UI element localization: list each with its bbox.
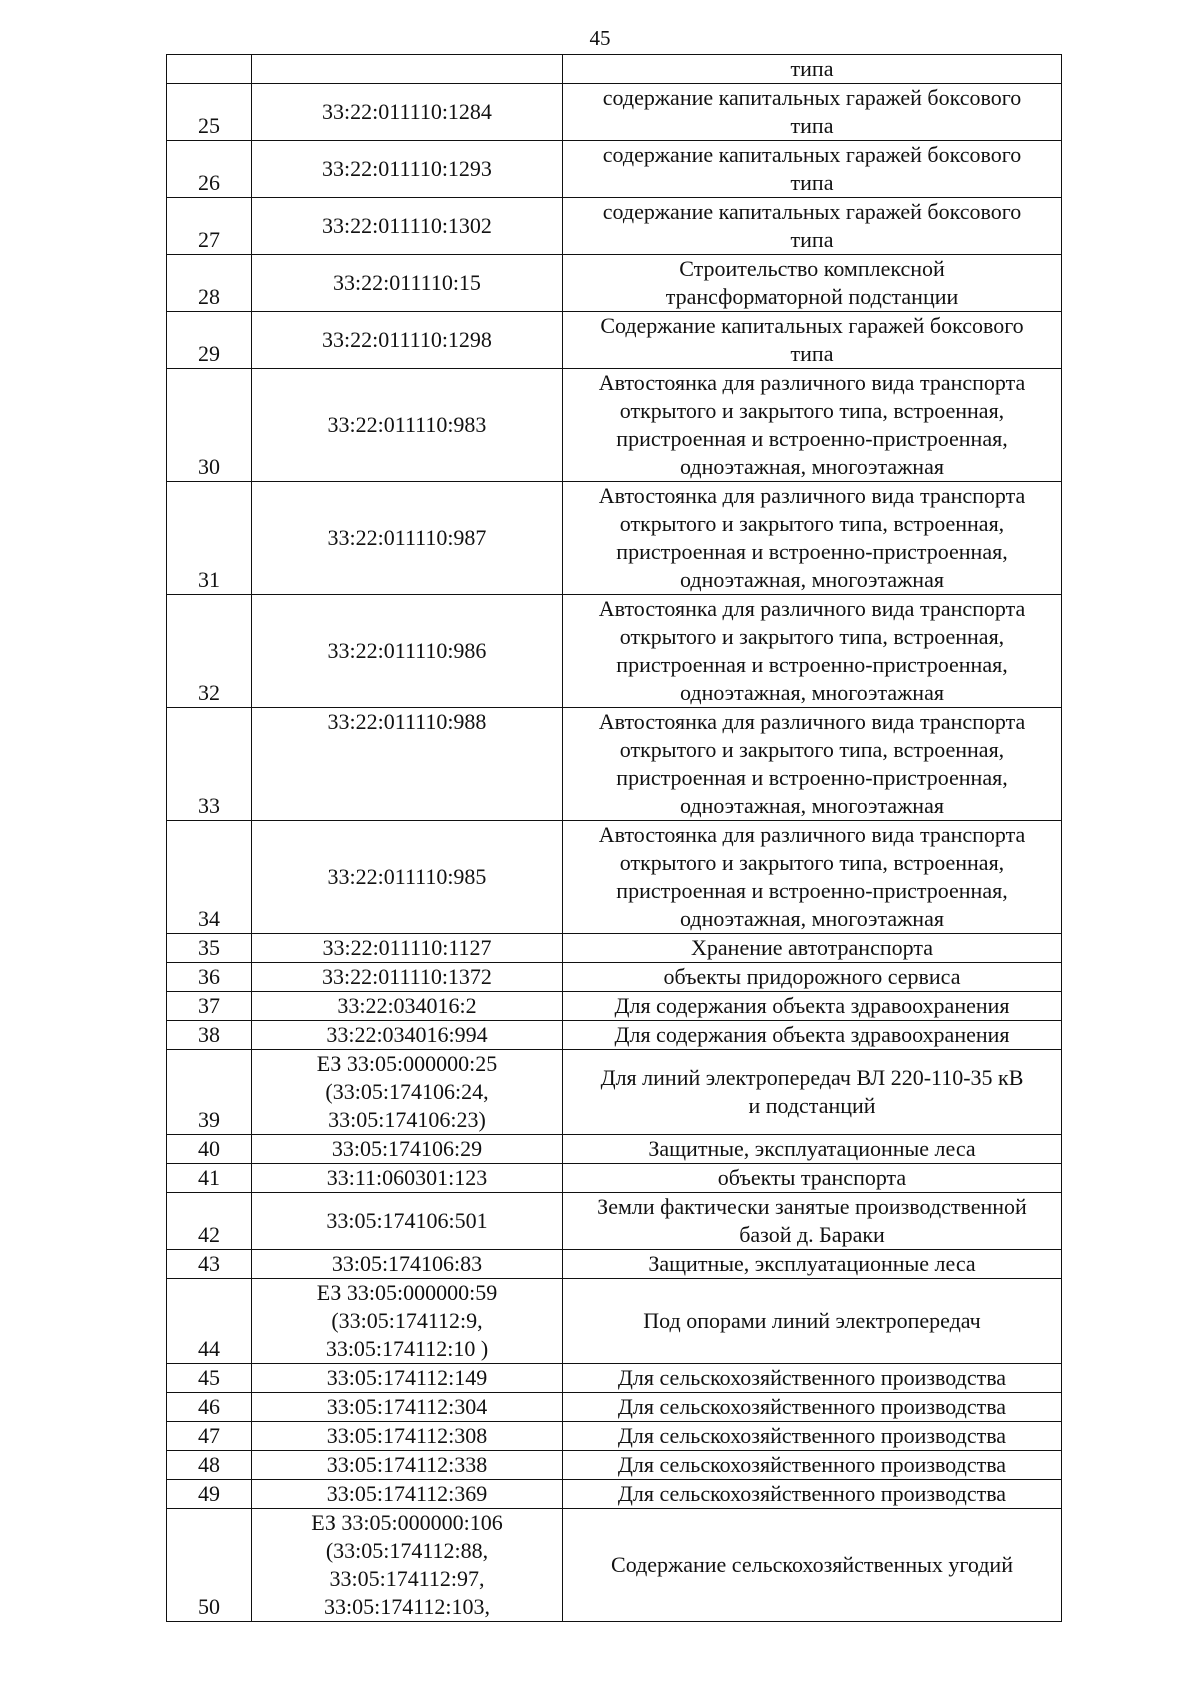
table-row <box>167 1050 1062 1135</box>
cadastral-number-cell <box>252 1279 563 1364</box>
row-number-cell: 28 <box>167 255 252 312</box>
table-row <box>167 1393 1062 1422</box>
cadastral-number-line: ЕЗ 33:05:000000:25 <box>316 1051 498 1076</box>
permitted-use-line: Автостоянка для различного вида транспорта <box>598 596 1026 621</box>
permitted-use-line: пристроенная и встроенно-пристроенная, <box>616 878 1008 903</box>
table-row <box>167 1364 1062 1393</box>
cadastral-number-line: 33:22:034016:994 <box>326 1022 488 1047</box>
cadastral-number-cell <box>252 482 563 595</box>
row-number-cell <box>167 55 252 84</box>
cadastral-number-cell <box>252 1021 563 1050</box>
permitted-use-line: Для сельскохозяйственного производства <box>617 1423 1007 1448</box>
row-number-cell: 46 <box>167 1393 252 1422</box>
row-number-cell: 27 <box>167 198 252 255</box>
permitted-use-line: содержание капитальных гаражей боксового <box>602 142 1022 167</box>
cadastral-number-line: 33:05:174112:149 <box>326 1365 488 1390</box>
permitted-use-line: пристроенная и встроенно-пристроенная, <box>616 652 1008 677</box>
permitted-use-line: Содержание капитальных гаражей боксового <box>600 313 1024 338</box>
cadastral-number-cell <box>252 1050 563 1135</box>
row-number-cell: 50 <box>167 1509 252 1622</box>
cadastral-number-cell <box>252 141 563 198</box>
permitted-use-line: открытого и закрытого типа, встроенная, <box>619 511 1005 536</box>
table-row <box>167 55 1062 84</box>
permitted-use-line: Хранение автотранспорта <box>691 935 933 960</box>
cadastral-number-cell <box>252 55 563 84</box>
cadastral-number-line: 33:05:174112:103, <box>323 1594 491 1619</box>
cadastral-number-line: 33:05:174106:501 <box>326 1208 488 1233</box>
cadastral-number-line <box>256 55 558 83</box>
permitted-use-line: типа <box>790 113 834 138</box>
row-number-cell: 40 <box>167 1135 252 1164</box>
permitted-use-cell <box>563 141 1062 198</box>
permitted-use-cell <box>563 369 1062 482</box>
permitted-use-cell <box>563 595 1062 708</box>
permitted-use-line: открытого и закрытого типа, встроенная, <box>619 398 1005 423</box>
row-number-cell: 32 <box>167 595 252 708</box>
permitted-use-cell <box>563 255 1062 312</box>
row-number-cell: 41 <box>167 1164 252 1193</box>
cadastral-number-line: 33:22:011110:15 <box>333 270 481 295</box>
land-plots-table <box>166 54 1062 1622</box>
cadastral-number-line: 33:22:011110:1127 <box>322 935 492 960</box>
row-number-cell: 31 <box>167 482 252 595</box>
permitted-use-line: открытого и закрытого типа, встроенная, <box>619 850 1005 875</box>
permitted-use-line: типа <box>790 56 834 81</box>
permitted-use-line: типа <box>790 170 834 195</box>
permitted-use-cell <box>563 1050 1062 1135</box>
permitted-use-line: объекты придорожного сервиса <box>663 964 961 989</box>
permitted-use-line: содержание капитальных гаражей боксового <box>602 85 1022 110</box>
permitted-use-line: Под опорами линий электропередач <box>643 1308 981 1333</box>
row-number-cell: 45 <box>167 1364 252 1393</box>
permitted-use-cell <box>563 84 1062 141</box>
table-row <box>167 255 1062 312</box>
page-number: 45 <box>589 26 611 50</box>
cadastral-number-line: 33:22:034016:2 <box>337 993 477 1018</box>
cadastral-number-line: 33:22:011110:988 <box>327 709 487 734</box>
cadastral-number-cell <box>252 963 563 992</box>
table-row <box>167 1193 1062 1250</box>
table-row <box>167 1021 1062 1050</box>
permitted-use-line: открытого и закрытого типа, встроенная, <box>619 737 1005 762</box>
table-row <box>167 1164 1062 1193</box>
cadastral-number-line: 33:22:011110:1372 <box>322 964 492 989</box>
permitted-use-cell <box>563 1135 1062 1164</box>
permitted-use-cell <box>563 1451 1062 1480</box>
cadastral-number-line: 33:11:060301:123 <box>326 1165 488 1190</box>
cadastral-number-cell <box>252 255 563 312</box>
permitted-use-line: пристроенная и встроенно-пристроенная, <box>616 765 1008 790</box>
permitted-use-line: Защитные, эксплуатационные леса <box>648 1136 976 1161</box>
permitted-use-cell <box>563 198 1062 255</box>
cadastral-number-cell <box>252 1164 563 1193</box>
permitted-use-cell <box>563 963 1062 992</box>
table-row <box>167 1250 1062 1279</box>
cadastral-number-line: 33:05:174106:29 <box>331 1136 483 1161</box>
permitted-use-line: Автостоянка для различного вида транспорта <box>598 483 1026 508</box>
permitted-use-cell <box>563 1279 1062 1364</box>
row-number-cell: 30 <box>167 369 252 482</box>
table-row <box>167 1422 1062 1451</box>
permitted-use-line: одноэтажная, многоэтажная <box>680 906 944 931</box>
cadastral-number-cell <box>252 1480 563 1509</box>
table-row <box>167 821 1062 934</box>
permitted-use-line: базой д. Бараки <box>739 1222 885 1247</box>
cadastral-number-line: 33:05:174112:369 <box>326 1481 488 1506</box>
row-number-cell: 34 <box>167 821 252 934</box>
cadastral-number-cell <box>252 1250 563 1279</box>
row-number-cell: 43 <box>167 1250 252 1279</box>
permitted-use-cell <box>563 1250 1062 1279</box>
cadastral-number-line: (33:05:174112:9, <box>331 1308 483 1333</box>
cadastral-number-line: 33:22:011110:1284 <box>322 99 492 124</box>
permitted-use-line: Для сельскохозяйственного производства <box>617 1394 1007 1419</box>
permitted-use-line: Автостоянка для различного вида транспорта <box>598 822 1026 847</box>
row-number-cell: 35 <box>167 934 252 963</box>
permitted-use-line: типа <box>790 341 834 366</box>
permitted-use-line: Автостоянка для различного вида транспорта <box>598 709 1026 734</box>
permitted-use-cell <box>563 1364 1062 1393</box>
permitted-use-line: Строительство комплексной <box>679 256 945 281</box>
cadastral-number-cell <box>252 1451 563 1480</box>
table-row <box>167 369 1062 482</box>
permitted-use-line: Земли фактически занятые производственной <box>597 1194 1027 1219</box>
table-row <box>167 141 1062 198</box>
permitted-use-cell <box>563 1021 1062 1050</box>
row-number-cell: 42 <box>167 1193 252 1250</box>
cadastral-number-cell <box>252 1509 563 1622</box>
row-number-cell: 25 <box>167 84 252 141</box>
permitted-use-line: открытого и закрытого типа, встроенная, <box>619 624 1005 649</box>
permitted-use-cell <box>563 482 1062 595</box>
row-number-cell: 38 <box>167 1021 252 1050</box>
cadastral-number-cell <box>252 821 563 934</box>
permitted-use-line: одноэтажная, многоэтажная <box>680 680 944 705</box>
permitted-use-cell <box>563 1193 1062 1250</box>
table-row <box>167 992 1062 1021</box>
permitted-use-line: типа <box>790 227 834 252</box>
cadastral-number-line: (33:05:174106:24, <box>325 1079 489 1104</box>
table-row <box>167 482 1062 595</box>
cadastral-number-cell <box>252 1193 563 1250</box>
cadastral-number-cell <box>252 1393 563 1422</box>
table-row <box>167 963 1062 992</box>
table-row <box>167 595 1062 708</box>
permitted-use-line: трансформаторной подстанции <box>665 284 959 309</box>
table-row <box>167 708 1062 821</box>
row-number-cell: 47 <box>167 1422 252 1451</box>
cadastral-number-line: 33:22:011110:987 <box>327 525 487 550</box>
table-row <box>167 1480 1062 1509</box>
row-number-cell: 44 <box>167 1279 252 1364</box>
cadastral-number-line: 33:22:011110:985 <box>327 864 487 889</box>
row-number-cell: 37 <box>167 992 252 1021</box>
permitted-use-cell <box>563 312 1062 369</box>
cadastral-number-cell <box>252 84 563 141</box>
row-number-cell: 29 <box>167 312 252 369</box>
permitted-use-cell <box>563 1509 1062 1622</box>
cadastral-number-cell <box>252 1135 563 1164</box>
permitted-use-line: одноэтажная, многоэтажная <box>680 567 944 592</box>
table-row <box>167 1509 1062 1622</box>
permitted-use-line: Для сельскохозяйственного производства <box>617 1365 1007 1390</box>
cadastral-number-line: 33:05:174112:10 ) <box>325 1336 489 1361</box>
table-row <box>167 84 1062 141</box>
table-row <box>167 1451 1062 1480</box>
permitted-use-cell <box>563 992 1062 1021</box>
permitted-use-cell <box>563 708 1062 821</box>
table-body <box>167 55 1062 1622</box>
table-row <box>167 312 1062 369</box>
permitted-use-line: Для содержания объекта здравоохранения <box>614 1022 1010 1047</box>
cadastral-number-line: 33:05:174112:338 <box>326 1452 488 1477</box>
permitted-use-line: одноэтажная, многоэтажная <box>680 454 944 479</box>
cadastral-number-line: 33:22:011110:983 <box>327 412 487 437</box>
cadastral-number-cell <box>252 1364 563 1393</box>
cadastral-number-cell <box>252 198 563 255</box>
permitted-use-line: пристроенная и встроенно-пристроенная, <box>616 426 1008 451</box>
cadastral-number-cell <box>252 595 563 708</box>
row-number-cell: 33 <box>167 708 252 821</box>
permitted-use-line: Для сельскохозяйственного производства <box>617 1481 1007 1506</box>
cadastral-number-line: 33:05:174106:83 <box>331 1251 483 1276</box>
cadastral-number-line: 33:05:174112:97, <box>329 1566 485 1591</box>
cadastral-number-cell <box>252 708 563 821</box>
cadastral-number-line: (33:05:174112:88, <box>325 1538 489 1563</box>
permitted-use-cell <box>563 821 1062 934</box>
permitted-use-line: содержание капитальных гаражей боксового <box>602 199 1022 224</box>
permitted-use-cell <box>563 1164 1062 1193</box>
permitted-use-line: Защитные, эксплуатационные леса <box>648 1251 976 1276</box>
row-number-cell: 48 <box>167 1451 252 1480</box>
cadastral-number-line: 33:05:174112:308 <box>326 1423 488 1448</box>
cadastral-number-cell <box>252 934 563 963</box>
cadastral-number-line: 33:22:011110:1298 <box>322 327 492 352</box>
row-number-cell: 39 <box>167 1050 252 1135</box>
cadastral-number-line: 33:22:011110:986 <box>327 638 487 663</box>
table-row <box>167 1279 1062 1364</box>
permitted-use-line: объекты транспорта <box>717 1165 907 1190</box>
cadastral-number-line: 33:22:011110:1302 <box>322 213 492 238</box>
permitted-use-line: Автостоянка для различного вида транспорта <box>598 370 1026 395</box>
cadastral-number-line: ЕЗ 33:05:000000:106 <box>311 1510 503 1535</box>
permitted-use-cell <box>563 934 1062 963</box>
permitted-use-cell <box>563 1422 1062 1451</box>
permitted-use-cell <box>563 1393 1062 1422</box>
cadastral-number-cell <box>252 369 563 482</box>
permitted-use-line: Для линий электропередач ВЛ 220-110-35 кВ <box>600 1065 1024 1090</box>
cadastral-number-line: 33:22:011110:1293 <box>322 156 492 181</box>
cadastral-number-line: 33:05:174106:23) <box>328 1107 486 1132</box>
permitted-use-cell <box>563 55 1062 84</box>
row-number-cell: 36 <box>167 963 252 992</box>
permitted-use-line: Для содержания объекта здравоохранения <box>614 993 1010 1018</box>
row-number-cell: 49 <box>167 1480 252 1509</box>
row-number-cell: 26 <box>167 141 252 198</box>
table-row <box>167 1135 1062 1164</box>
permitted-use-line: Для сельскохозяйственного производства <box>617 1452 1007 1477</box>
cadastral-number-line: ЕЗ 33:05:000000:59 <box>316 1280 498 1305</box>
cadastral-number-cell <box>252 1422 563 1451</box>
cadastral-number-cell <box>252 312 563 369</box>
permitted-use-line: одноэтажная, многоэтажная <box>680 793 944 818</box>
table-row <box>167 198 1062 255</box>
cadastral-number-cell <box>252 992 563 1021</box>
permitted-use-line: и подстанций <box>748 1093 876 1118</box>
permitted-use-line: пристроенная и встроенно-пристроенная, <box>616 539 1008 564</box>
permitted-use-line: Содержание сельскохозяйственных угодий <box>611 1552 1013 1577</box>
cadastral-number-line: 33:05:174112:304 <box>326 1394 488 1419</box>
table-row <box>167 934 1062 963</box>
permitted-use-cell <box>563 1480 1062 1509</box>
